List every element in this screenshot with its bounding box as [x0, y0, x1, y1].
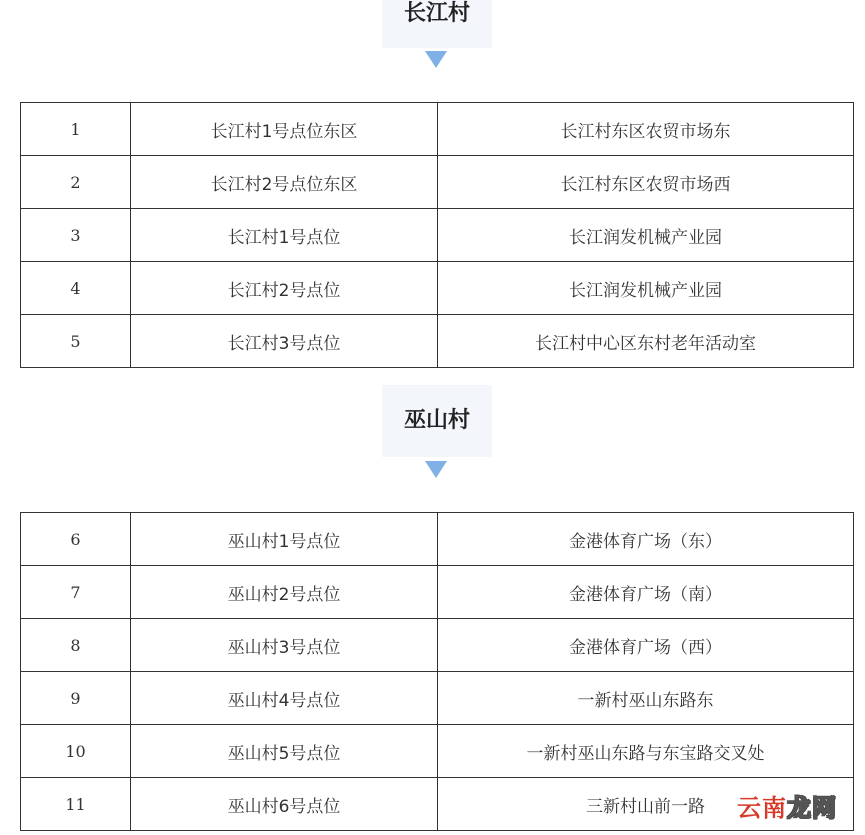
table-row — [21, 156, 854, 209]
table-row — [21, 725, 854, 778]
point-name: 长江村1号点位东区 — [131, 103, 438, 156]
point-name: 巫山村4号点位 — [131, 672, 438, 725]
point-location: 金港体育广场（西） — [438, 619, 854, 672]
point-name: 长江村2号点位 — [131, 262, 438, 315]
point-name: 巫山村2号点位 — [131, 566, 438, 619]
point-location: 长江村东区农贸市场西 — [438, 156, 854, 209]
table-row — [21, 315, 854, 368]
wushan-points-table — [20, 512, 854, 831]
down-arrow-icon — [425, 51, 447, 68]
section-title-text: 巫山村 — [403, 408, 470, 433]
point-location: 三新村山前一路 — [438, 778, 854, 831]
point-location: 长江润发机械产业园 — [438, 209, 854, 262]
watermark-part1: 云南 — [737, 794, 787, 822]
table-row — [21, 566, 854, 619]
down-arrow-icon — [425, 461, 447, 478]
row-number: 2 — [21, 156, 131, 209]
point-location: 一新村巫山东路东 — [438, 672, 854, 725]
point-location: 金港体育广场（东） — [438, 513, 854, 566]
point-name: 长江村3号点位 — [131, 315, 438, 368]
table-row — [21, 209, 854, 262]
row-number: 5 — [21, 315, 131, 368]
point-location: 长江润发机械产业园 — [438, 262, 854, 315]
point-name: 巫山村1号点位 — [131, 513, 438, 566]
row-number: 8 — [21, 619, 131, 672]
point-location: 一新村巫山东路与东宝路交叉处 — [438, 725, 854, 778]
point-name: 长江村1号点位 — [131, 209, 438, 262]
table-row — [21, 778, 854, 831]
row-number: 4 — [21, 262, 131, 315]
row-number: 7 — [21, 566, 131, 619]
point-location: 长江村中心区东村老年活动室 — [438, 315, 854, 368]
changjiang-points-table — [20, 102, 854, 368]
table-row — [21, 619, 854, 672]
row-number: 10 — [21, 725, 131, 778]
row-number: 1 — [21, 103, 131, 156]
point-name: 巫山村6号点位 — [131, 778, 438, 831]
watermark-logo — [737, 788, 837, 823]
point-name: 巫山村3号点位 — [131, 619, 438, 672]
row-number: 11 — [21, 778, 131, 831]
section-title-wushan — [382, 385, 492, 457]
table-row — [21, 262, 854, 315]
point-name: 长江村2号点位东区 — [131, 156, 438, 209]
table-row — [21, 103, 854, 156]
table-row — [21, 513, 854, 566]
row-number: 6 — [21, 513, 131, 566]
section-title-text: 长江村 — [403, 1, 470, 26]
point-location: 金港体育广场（南） — [438, 566, 854, 619]
row-number: 9 — [21, 672, 131, 725]
watermark-part2: 龙网 — [787, 794, 837, 822]
point-location: 长江村东区农贸市场东 — [438, 103, 854, 156]
point-name: 巫山村5号点位 — [131, 725, 438, 778]
table-row — [21, 672, 854, 725]
row-number: 3 — [21, 209, 131, 262]
section-title-changjiang — [382, 0, 492, 48]
